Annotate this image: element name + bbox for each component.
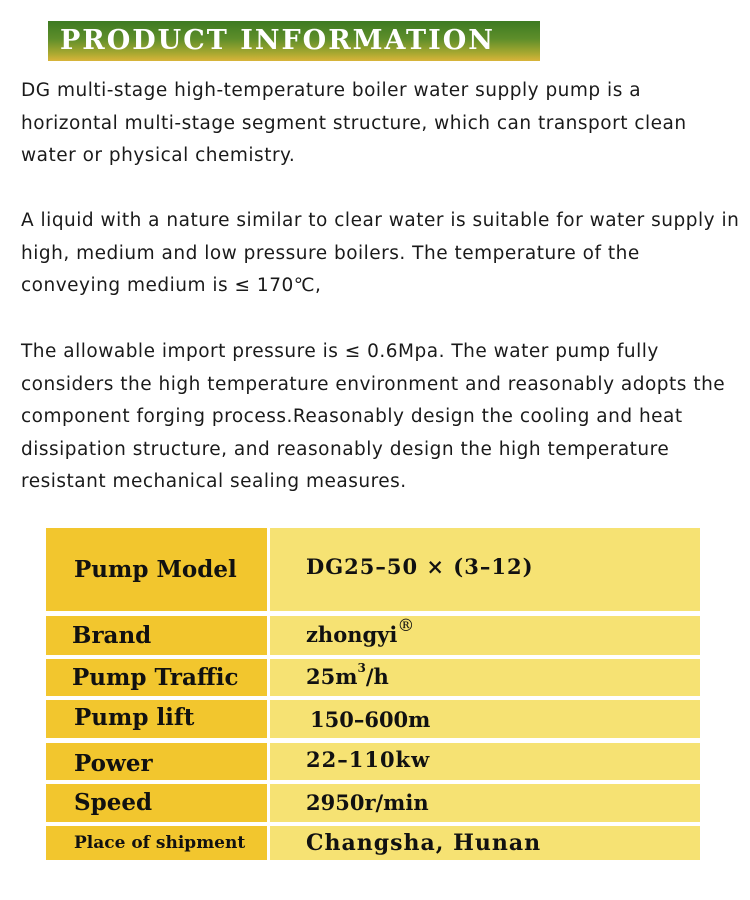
spec-value-cell — [270, 784, 700, 822]
traffic-number: 25m — [306, 664, 358, 689]
spec-value-cell — [270, 743, 700, 780]
spec-value: 150–600m — [310, 707, 431, 732]
description-paragraph: A liquid with a nature similar to clear water is suitable for water supply in high, medium and low pressure boilers. The temperature of the conveying medium is ≤ 170℃, — [21, 210, 740, 296]
spec-value: DG25–50 × (3–12) — [306, 554, 534, 579]
spec-label-cell — [46, 784, 267, 822]
spec-value — [306, 661, 389, 689]
spec-label-cell — [46, 528, 267, 611]
spec-label: Brand — [72, 622, 152, 649]
superscript-three: 3 — [357, 661, 366, 675]
spec-value-cell — [270, 826, 700, 860]
spec-value-cell — [270, 528, 700, 611]
section-title: PRODUCT INFORMATION — [60, 25, 495, 56]
spec-value-cell — [270, 700, 700, 738]
spec-value — [306, 616, 415, 647]
spec-label-cell — [46, 700, 267, 738]
spec-label: Pump Traffic — [72, 664, 239, 691]
spec-label: Pump lift — [74, 704, 195, 731]
description-paragraph: DG multi-stage high-temperature boiler water supply pump is a horizontal multi-stage segment structure, which can transport clean water or physical chemistry. — [21, 80, 687, 166]
spec-value-cell — [270, 616, 700, 655]
brand-name: zhongyi — [306, 622, 398, 647]
spec-value: 22–110kw — [306, 747, 431, 772]
section-banner — [48, 21, 540, 61]
spec-label-cell — [46, 659, 267, 696]
spec-label: Speed — [74, 789, 153, 816]
spec-value-cell — [270, 659, 700, 696]
spec-value: 2950r/min — [306, 790, 429, 815]
registered-mark: ® — [397, 616, 415, 636]
spec-label: Place of shipment — [74, 833, 246, 853]
spec-value: Changsha, Hunan — [306, 830, 542, 856]
spec-label: Power — [74, 750, 153, 777]
traffic-unit: /h — [365, 664, 389, 689]
spec-label: Pump Model — [74, 556, 237, 583]
description-paragraph: The allowable import pressure is ≤ 0.6Mpa. The water pump fully considers the high temperature environment and reasonably adopts the component forging process.Reasonably design the cooling and heat dissipation structure, and reasonably design the high temperature resistant mechanical sealing measures. — [21, 341, 726, 492]
spec-label-cell — [46, 826, 267, 860]
spec-label-cell — [46, 743, 267, 780]
spec-label-cell — [46, 616, 267, 655]
